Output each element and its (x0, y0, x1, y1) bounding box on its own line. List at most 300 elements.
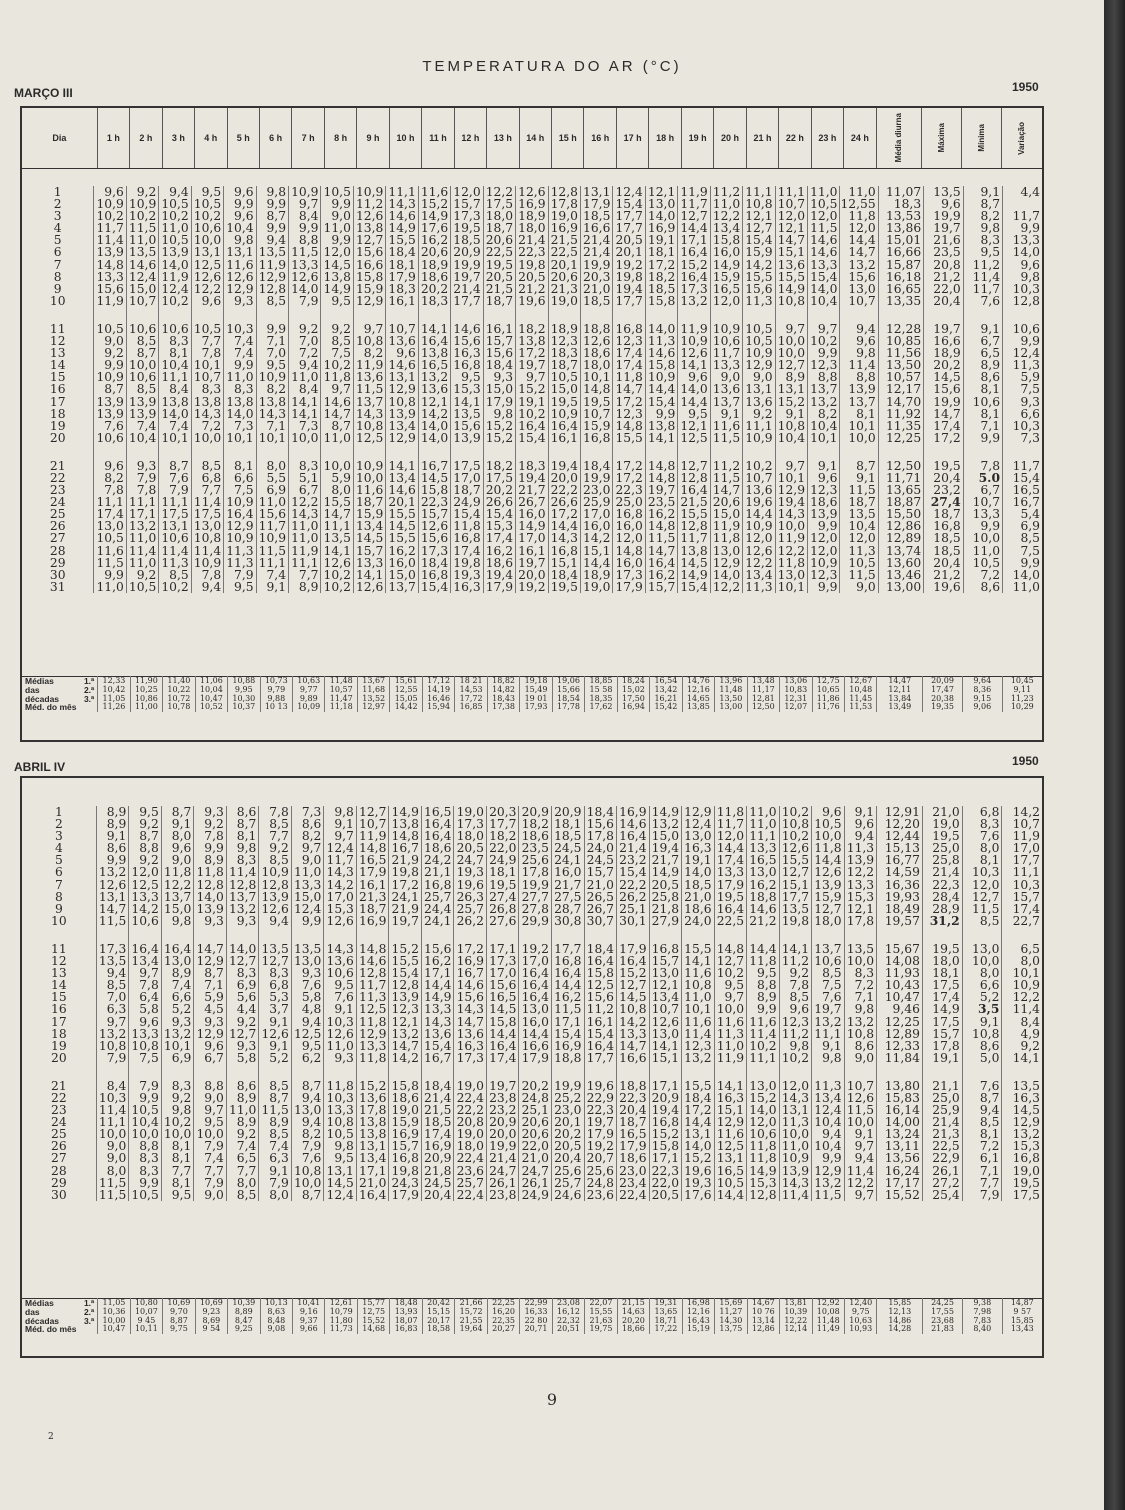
value-cell: 16,8 (548, 545, 580, 557)
mean-cell: 10,88 (228, 677, 260, 686)
value-cell: 27,7 (519, 891, 552, 903)
value-cell: 10,1 (682, 1003, 715, 1015)
value-cell: 7,6 (962, 1080, 1002, 1092)
value-cell: 8,1 (962, 1128, 1002, 1140)
value-cell: 9,4 (291, 1016, 324, 1028)
value-cell: 14,5 (321, 259, 353, 271)
value-cell: 8,0 (259, 1189, 292, 1201)
value-cell: 10,9 (678, 335, 710, 347)
value-cell: 14,3 (421, 1016, 454, 1028)
value-cell: 16,0 (710, 246, 742, 258)
value-cell: 6,5 (963, 347, 1002, 359)
value-cell: 10,3 (224, 323, 256, 335)
value-cell: 12,7 (617, 979, 650, 991)
value-cell: 19,9 (580, 472, 612, 484)
value-cell: 19,57 (877, 915, 923, 927)
value-cell: 14,4 (682, 1116, 715, 1128)
value-cell: 30,7 (584, 915, 617, 927)
value-cell: 24,0 (682, 915, 715, 927)
value-cell: 13,0 (710, 545, 742, 557)
value-cell: 14,4 (678, 396, 710, 408)
value-cell: 13,9 (386, 408, 418, 420)
value-cell: 4,4 (226, 1003, 259, 1015)
mean-cell: 13,93 (390, 1308, 422, 1317)
table-row (22, 420, 1042, 432)
value-cell: 14,5 (924, 371, 964, 383)
value-cell: 14,5 (418, 472, 450, 484)
table-row (22, 1003, 1042, 1015)
value-cell: 8,6 (963, 581, 1002, 593)
mean-cell: 10,39 (780, 1308, 812, 1317)
value-cell: 15,5 (389, 955, 422, 967)
value-cell: 12,33 (877, 1040, 923, 1052)
value-cell: 15,4 (418, 581, 450, 593)
value-cell: 11,5 (844, 1104, 877, 1116)
value-cell: 11,6 (418, 186, 450, 198)
value-cell: 7,4 (256, 569, 288, 581)
value-cell: 8,3 (129, 1152, 162, 1164)
mean-cell: 11,49 (812, 1325, 844, 1334)
value-cell: 8,9 (259, 1116, 292, 1128)
value-cell: 17,9 (714, 879, 747, 891)
value-cell: 15,4 (483, 508, 515, 520)
value-cell: 11,4 (844, 1165, 877, 1177)
value-cell: 15,4 (613, 198, 645, 210)
value-cell: 9,5 (451, 371, 483, 383)
value-cell: 15,7 (922, 1028, 962, 1040)
value-cell: 13,5 (291, 943, 324, 955)
value-cell: 14,1 (386, 460, 418, 472)
value-cell: 17,2 (613, 472, 645, 484)
mean-cell: 18,82 (487, 677, 519, 686)
value-cell: 8,4 (96, 1080, 129, 1092)
value-cell: 18,5 (580, 210, 612, 222)
mean-cell: 12,31 (780, 695, 812, 704)
value-cell: 21,3 (922, 1128, 962, 1140)
value-cell: 21,1 (421, 866, 454, 878)
value-cell: 20,6 (519, 1116, 552, 1128)
value-cell: 19,4 (775, 496, 807, 508)
day-cell: 28 (22, 545, 94, 557)
value-cell: 19,3 (451, 569, 483, 581)
value-cell: 13,0 (747, 866, 780, 878)
header-min-text: Mínima (977, 124, 987, 152)
value-cell: 7,9 (224, 569, 256, 581)
value-cell: 13,6 (386, 335, 418, 347)
value-cell: 11,8 (747, 1140, 780, 1152)
value-cell: 18,7 (483, 222, 515, 234)
value-cell: 15,1 (548, 557, 580, 569)
value-cell: 8,7 (226, 818, 259, 830)
value-cell: 10,6 (812, 955, 845, 967)
value-cell: 10,5 (321, 186, 353, 198)
value-cell: 12,0 (840, 532, 878, 544)
value-cell: 7,8 (129, 979, 162, 991)
mean-cell: 9,16 (293, 1308, 325, 1317)
mean-cell: 14,68 (357, 1325, 389, 1334)
value-cell: 9,8 (324, 1140, 357, 1152)
value-cell: 14,4 (548, 520, 580, 532)
value-cell: 9,6 (1020, 258, 1040, 271)
value-cell: 11,5 (710, 472, 742, 484)
value-cell: 20,8 (454, 1116, 487, 1128)
mean-cell: 19,64 (455, 1325, 487, 1334)
value-cell: 24,8 (519, 1092, 552, 1104)
value-cell: 19,4 (548, 460, 580, 472)
mean-cell: 10,48 (844, 686, 876, 695)
value-cell: 14,6 (617, 818, 650, 830)
value-cell: 12,86 (878, 520, 923, 532)
value-cell: 12,7 (259, 955, 292, 967)
value-cell: 13,2 (226, 903, 259, 915)
value-cell: 14,0 (226, 943, 259, 955)
value-cell: 14,7 (617, 1040, 650, 1052)
april-label: ABRIL IV (14, 760, 66, 774)
value-cell: 12,0 (321, 246, 353, 258)
header-hour: 12 h (455, 108, 487, 168)
value-cell: 21,4 (922, 1116, 962, 1128)
value-cell: 13,3 (808, 259, 840, 271)
value-cell: 15,5 (386, 234, 418, 246)
value-cell: 15,8 (584, 967, 617, 979)
value-cell: 14,9 (649, 806, 682, 818)
value-cell: 15,4 (421, 1040, 454, 1052)
decade-mark: 3.ª (83, 693, 95, 704)
value-cell: 14,0 (808, 283, 840, 295)
value-cell: 20,9 (486, 1116, 519, 1128)
value-cell: 24,9 (486, 854, 519, 866)
value-cell: 5,0 (962, 1052, 1002, 1064)
day-cell: 30 (22, 569, 94, 581)
value-cell: 18,5 (682, 879, 715, 891)
value-cell: 6,6 (962, 979, 1002, 991)
value-cell: 12,0 (613, 532, 645, 544)
value-cell: 9,6 (812, 806, 845, 818)
value-cell: 18,6 (682, 903, 715, 915)
value-cell: 13,3 (421, 1003, 454, 1015)
value-cell: 15,1 (580, 545, 612, 557)
mean-cell: 11,48 (325, 677, 357, 686)
mean-cell: 13,42 (650, 686, 682, 695)
value-cell: 21,3 (356, 891, 389, 903)
value-cell: 15,83 (877, 1092, 923, 1104)
value-cell: 15,6 (584, 818, 617, 830)
mean-cell: 12,16 (682, 686, 714, 695)
value-cell: 10,6 (1012, 322, 1040, 336)
value-cell: 9,7 (844, 1189, 877, 1201)
mean-cell: 18,35 (585, 695, 617, 704)
value-cell: 12,0 (808, 545, 840, 557)
value-cell: 7,7 (161, 1165, 194, 1177)
value-cell: 9,5 (747, 967, 780, 979)
value-cell: 16,0 (386, 557, 418, 569)
value-cell: 13,7 (840, 396, 878, 408)
value-cell: 11,1 (126, 496, 158, 508)
value-cell: 13,5 (779, 903, 812, 915)
value-cell: 13,46 (878, 569, 923, 581)
value-cell: 21,4 (421, 1092, 454, 1104)
value-cell: 13,3 (356, 1040, 389, 1052)
value-cell: 13,3 (714, 866, 747, 878)
value-cell: 17,8 (922, 1040, 962, 1052)
value-cell: 23,0 (580, 484, 612, 496)
value-cell: 10,1 (224, 432, 256, 444)
value-cell: 14,8 (389, 830, 422, 842)
header-hour: 13 h (487, 108, 519, 168)
value-cell: 11,6 (714, 1016, 747, 1028)
value-cell: 5,2 (259, 1052, 292, 1064)
value-cell: 10,9 (779, 1152, 812, 1164)
mean-cell: 11,06 (195, 677, 227, 686)
mean-cell: 22,07 (585, 1299, 617, 1308)
value-cell: 20,1 (548, 259, 580, 271)
table-row (22, 806, 1042, 818)
value-cell: 15,4 (584, 1028, 617, 1040)
value-cell: 13,5 (924, 186, 964, 198)
value-cell: 19,5 (451, 222, 483, 234)
value-cell: 12,8 (356, 967, 389, 979)
value-cell: 16,4 (617, 830, 650, 842)
value-cell: 13,3 (617, 1028, 650, 1040)
value-cell: 19,6 (516, 295, 548, 307)
value-cell: 13,4 (743, 569, 775, 581)
value-cell: 14,7 (96, 903, 129, 915)
value-cell: 25,4 (922, 1189, 962, 1201)
value-cell: 18,1 (551, 818, 584, 830)
mean-cell: 19,06 (552, 677, 584, 686)
header-hour: 22 h (779, 108, 811, 168)
value-cell: 20,0 (516, 569, 548, 581)
value-cell: 17,4 (486, 1052, 519, 1064)
mean-cell: 15,85 (1010, 1315, 1034, 1325)
value-cell: 15,4 (645, 396, 677, 408)
value-cell: 13,1 (356, 1140, 389, 1152)
value-cell: 25,2 (551, 1092, 584, 1104)
mean-cell: 8,69 (195, 1317, 227, 1326)
march-table (20, 106, 1044, 742)
value-cell: 11,07 (878, 186, 923, 198)
value-cell: 11,9 (94, 295, 126, 307)
day-cell: 13 (22, 967, 96, 979)
table-row (22, 335, 1042, 347)
day-cell: 19 (22, 1040, 96, 1052)
value-cell: 11,1 (386, 186, 418, 198)
day-cell: 12 (22, 335, 94, 347)
value-cell: 10,9 (224, 532, 256, 544)
value-cell: 9,9 (256, 222, 288, 234)
value-cell: 18,6 (389, 1092, 422, 1104)
value-cell: 19,5 (483, 259, 515, 271)
value-cell: 16,2 (747, 879, 780, 891)
mean-cell: 15,94 (422, 703, 454, 712)
value-cell: 15,3 (483, 520, 515, 532)
value-cell: 9,1 (840, 472, 878, 484)
value-cell: 10,5 (94, 532, 126, 544)
value-cell: 8,1 (962, 854, 1002, 866)
mean-cell: 19,31 (650, 1299, 682, 1308)
value-cell: 27,5 (551, 891, 584, 903)
value-cell: 7,8 (779, 979, 812, 991)
mean-label-text: das (25, 1306, 40, 1317)
value-cell: 20,5 (551, 1140, 584, 1152)
value-cell: 12,7 (962, 891, 1002, 903)
value-cell: 9,9 (321, 234, 353, 246)
value-cell: 16,4 (129, 943, 162, 955)
value-cell: 21,4 (580, 234, 612, 246)
mean-cell: 18,58 (422, 1325, 454, 1334)
mean-cell: 16,98 (682, 1299, 714, 1308)
value-cell: 13,9 (844, 854, 877, 866)
decade-mark: 2.ª (83, 1306, 95, 1317)
value-cell: 8,2 (94, 472, 126, 484)
value-cell: 18,8 (617, 1080, 650, 1092)
value-cell: 24,8 (584, 1177, 617, 1189)
value-cell: 12,6 (516, 186, 548, 198)
value-cell: 7,1 (256, 420, 288, 432)
mean-cell: 12,40 (844, 1299, 876, 1308)
value-cell: 9,4 (844, 1152, 877, 1164)
value-cell: 8,4 (1020, 1015, 1040, 1028)
value-cell: 10,9 (743, 432, 775, 444)
value-cell: 16,18 (878, 271, 923, 283)
value-cell: 14,4 (812, 854, 845, 866)
value-cell: 15,9 (743, 246, 775, 258)
value-cell: 8,5 (126, 335, 158, 347)
value-cell: 10,6 (324, 967, 357, 979)
value-cell: 14,1 (418, 323, 450, 335)
value-cell: 15,8 (486, 1016, 519, 1028)
value-cell: 9,6 (194, 1040, 227, 1052)
value-cell: 12,50 (878, 460, 923, 472)
value-cell: 7,0 (289, 335, 321, 347)
value-cell: 10,7 (840, 295, 878, 307)
mean-cell: 21,83 (923, 1325, 963, 1334)
value-cell: 18,4 (682, 1092, 715, 1104)
value-cell: 16,8 (649, 943, 682, 955)
value-cell: 11,5 (812, 1189, 845, 1201)
value-cell: 11,92 (878, 408, 923, 420)
value-cell: 18,2 (483, 460, 515, 472)
mean-cell: 12,07 (780, 703, 812, 712)
value-cell: 5,6 (226, 991, 259, 1003)
mean-label-text: décadas (25, 1315, 60, 1326)
value-cell: 9,1 (962, 1016, 1002, 1028)
value-cell: 18,7 (548, 359, 580, 371)
value-cell: 15,9 (580, 420, 612, 432)
value-cell: 17,2 (645, 259, 677, 271)
value-cell: 25,6 (519, 854, 552, 866)
value-cell: 19,7 (924, 222, 964, 234)
value-cell: 13,3 (353, 557, 385, 569)
value-cell: 10,9 (743, 520, 775, 532)
value-cell: 18,0 (922, 955, 962, 967)
value-cell: 14,8 (714, 943, 747, 955)
value-cell: 17,4 (451, 545, 483, 557)
mean-cell: 18,54 (552, 695, 584, 704)
value-cell: 17,8 (519, 866, 552, 878)
value-cell: 12,6 (96, 879, 129, 891)
value-cell: 13,35 (878, 295, 923, 307)
day-cell: 16 (22, 1003, 96, 1015)
header-hour: 24 h (844, 108, 876, 168)
value-cell: 6,7 (963, 335, 1002, 347)
value-cell: 16,9 (454, 955, 487, 967)
value-cell: 9,7 (129, 967, 162, 979)
value-cell: 22,2 (548, 484, 580, 496)
value-cell: 11,4 (963, 271, 1002, 283)
value-cell: 8,0 (226, 1177, 259, 1189)
value-cell: 10,2 (191, 210, 223, 222)
value-cell: 23,2 (486, 1104, 519, 1116)
value-cell: 11,7 (324, 854, 357, 866)
value-cell: 16,1 (516, 545, 548, 557)
value-cell: 18,9 (924, 347, 964, 359)
value-cell: 11,8 (775, 557, 807, 569)
table-row (22, 396, 1042, 408)
value-cell: 18,3 (516, 460, 548, 472)
value-cell: 24,3 (389, 1177, 422, 1189)
value-cell: 22,4 (454, 1092, 487, 1104)
mean-cell: 20,27 (487, 1325, 519, 1334)
value-cell: 12,0 (451, 186, 483, 198)
value-cell: 17,2 (516, 347, 548, 359)
value-cell: 7,2 (844, 979, 877, 991)
value-cell: 6,2 (291, 1052, 324, 1064)
value-cell: 11,0 (159, 222, 191, 234)
value-cell: 13,8 (356, 1128, 389, 1140)
mean-cell: 15,66 (552, 686, 584, 695)
mean-cell: 14,82 (487, 686, 519, 695)
value-cell: 14,2 (129, 903, 162, 915)
value-cell: 11,5 (96, 1177, 129, 1189)
value-cell: 14,4 (519, 1028, 552, 1040)
value-cell: 7,9 (289, 295, 321, 307)
table-row (22, 186, 1042, 198)
mean-cell: 10,86 (130, 695, 162, 704)
value-cell: 12,0 (743, 532, 775, 544)
value-cell: 12,4 (324, 1189, 357, 1201)
value-cell: 18,7 (483, 295, 515, 307)
value-cell: 4,5 (194, 1003, 227, 1015)
value-cell: 10,0 (775, 347, 807, 359)
value-cell: 26,3 (454, 891, 487, 903)
value-cell: 20,1 (613, 246, 645, 258)
value-cell: 20,1 (551, 1116, 584, 1128)
value-cell: 15,5 (779, 854, 812, 866)
value-cell: 17,7 (451, 295, 483, 307)
value-cell: 9,9 (224, 198, 256, 210)
value-cell: 12,3 (682, 1040, 715, 1052)
page-title: TEMPERATURA DO AR (°C) (422, 58, 682, 75)
header-hour: 14 h (520, 108, 552, 168)
value-cell: 13,4 (649, 991, 682, 1003)
value-cell: 16,8 (649, 1116, 682, 1128)
value-cell: 14,1 (682, 955, 715, 967)
value-cell: 12,6 (191, 271, 223, 283)
value-cell: 8,1 (963, 383, 1002, 395)
value-cell: 13,9 (94, 246, 126, 258)
value-cell: 16,3 (454, 1040, 487, 1052)
value-cell: 14,6 (454, 979, 487, 991)
value-cell: 8,3 (226, 854, 259, 866)
value-cell: 22,4 (617, 1189, 650, 1201)
value-cell: 10,6 (963, 396, 1002, 408)
value-cell: 10,0 (129, 1128, 162, 1140)
value-cell: 9,9 (1020, 222, 1040, 235)
value-cell: 14,9 (386, 222, 418, 234)
table-row (22, 1016, 1042, 1028)
value-cell: 9,5 (321, 295, 353, 307)
